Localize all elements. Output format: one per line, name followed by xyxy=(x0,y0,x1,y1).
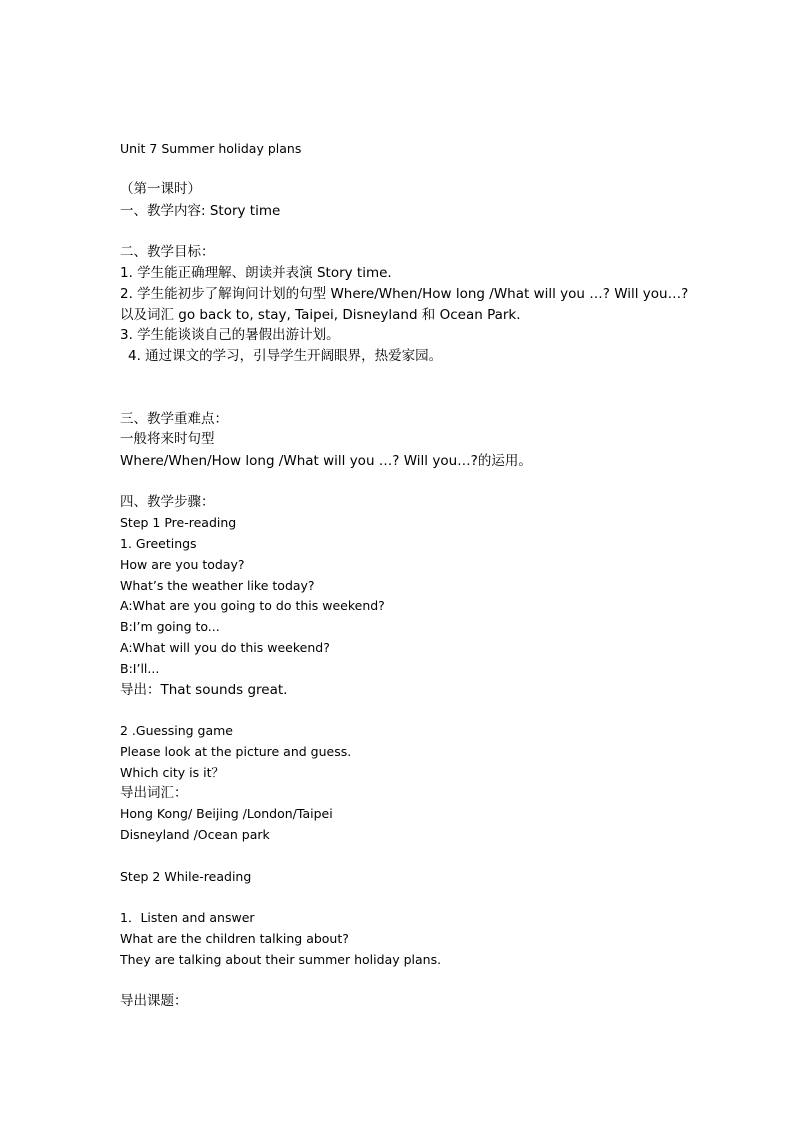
step1-line: A:What are you going to do this weekend? xyxy=(120,598,385,613)
step1-line: 导出：That sounds great. xyxy=(120,682,288,698)
step1-line: B:I’ll... xyxy=(120,661,160,676)
objective-item: 以及词汇 go back to, stay, Taipei, Disneyland 和 Ocean Park. xyxy=(120,307,521,323)
game-line: Which city is it？ xyxy=(120,765,224,780)
document-title: Unit 7 Summer holiday plans xyxy=(120,141,302,156)
objective-item: 4. 通过课文的学习，引导学生开阔眼界，热爱家园。 xyxy=(128,348,443,364)
key-point-item: 一般将来时句型 xyxy=(120,431,215,447)
teaching-content: 一、教学内容: Story time xyxy=(120,203,281,219)
objective-item: 3. 学生能谈谈自己的暑假出游计划。 xyxy=(120,327,340,343)
step1-title: Step 1 Pre-reading xyxy=(120,515,237,530)
step1-line: What’s the weather like today? xyxy=(120,578,315,593)
step1-line: How are you today? xyxy=(120,557,245,572)
game-line: 2 .Guessing game xyxy=(120,723,233,738)
game-line: 导出词汇： xyxy=(120,785,188,801)
steps-heading: 四、教学步骤： xyxy=(120,494,215,510)
step1-line: 1. Greetings xyxy=(120,536,197,551)
game-line: Please look at the picture and guess. xyxy=(120,744,352,759)
objective-item: 2. 学生能初步了解询问计划的句型 Where/When/How long /What will you …? Will you…? xyxy=(120,286,689,302)
objectives-heading: 二、教学目标： xyxy=(120,244,215,260)
step1-line: B:I’m going to... xyxy=(120,619,220,634)
topic-label: 导出课题： xyxy=(120,993,188,1009)
game-line: Hong Kong/ Beijing /London/Taipei xyxy=(120,806,333,821)
game-line: Disneyland /Ocean park xyxy=(120,827,270,842)
key-points-heading: 三、教学重难点： xyxy=(120,411,228,427)
objective-item: 1. 学生能正确理解、朗读并表演 Story time. xyxy=(120,265,392,281)
step1-line: A:What will you do this weekend? xyxy=(120,640,330,655)
step2-line: 1．Listen and answer xyxy=(120,910,255,925)
step2-line: What are the children talking about? xyxy=(120,931,349,946)
step2-title: Step 2 While-reading xyxy=(120,869,252,884)
key-point-item: Where/When/How long /What will you …? Will you…?的运用。 xyxy=(120,453,532,469)
step2-line: They are talking about their summer holiday plans. xyxy=(120,952,442,967)
lesson-label: （第一课时） xyxy=(120,181,201,197)
